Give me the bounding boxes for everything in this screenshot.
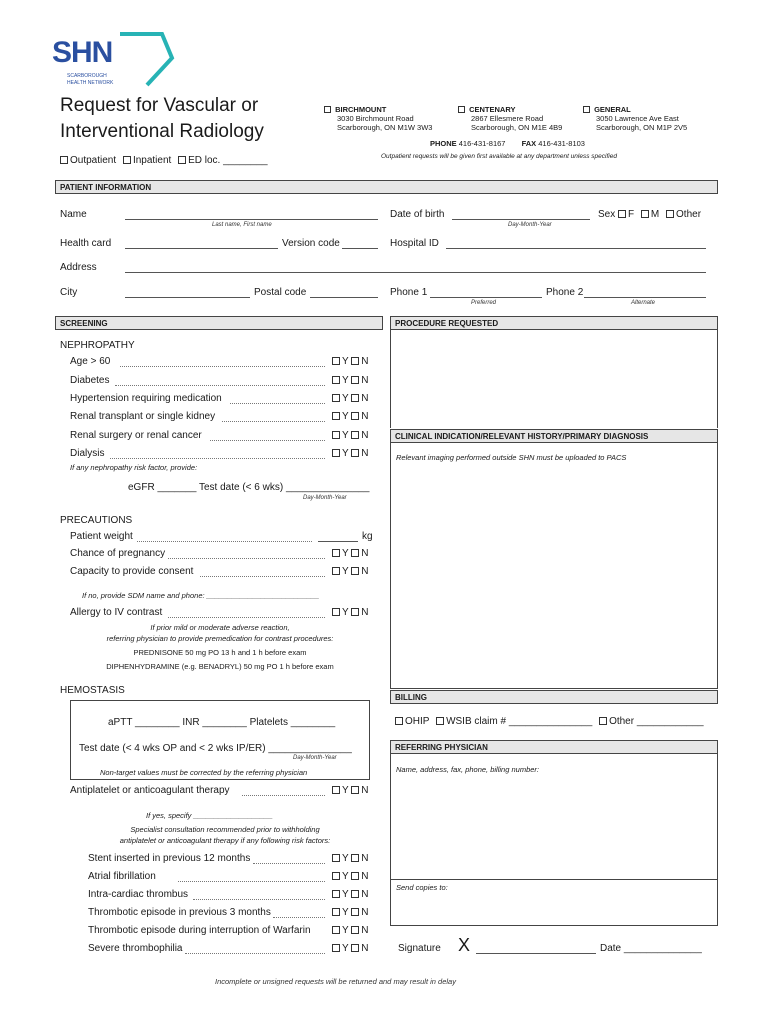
no-label: N <box>361 853 369 864</box>
site-general <box>583 105 687 132</box>
preferred-hint: Preferred <box>471 300 497 306</box>
billing-header: BILLING <box>390 690 718 704</box>
city-label: City <box>60 287 78 298</box>
yes-label: Y <box>342 393 349 404</box>
outpatient-label: Outpatient <box>70 155 117 166</box>
no-checkbox[interactable] <box>351 431 359 439</box>
phone2-label: Phone 2 <box>546 287 584 298</box>
version-code-label: Version code <box>282 238 340 249</box>
no-checkbox[interactable] <box>351 608 359 616</box>
clinical-input[interactable] <box>390 443 718 689</box>
yn-choice[interactable] <box>332 448 369 459</box>
leader-dots <box>185 953 325 954</box>
yn-choice[interactable] <box>332 548 369 559</box>
leader-dots <box>115 385 325 386</box>
site-addr2: Scarborough, ON M1P 2V5 <box>596 123 688 132</box>
no-label: N <box>361 943 369 954</box>
sex-f-checkbox[interactable] <box>618 210 626 218</box>
patient-info-header: PATIENT INFORMATION <box>55 180 718 194</box>
dob-label: Date of birth <box>390 209 445 220</box>
yes-checkbox[interactable] <box>332 412 340 420</box>
dob-hint: Day-Month-Year <box>508 222 552 228</box>
yes-label: Y <box>342 871 349 882</box>
sex-other-label: Other <box>676 209 702 220</box>
risk-afib: Atrial fibrillation <box>88 871 156 882</box>
logo-sub1: SCARBOROUGH <box>67 73 107 79</box>
leader-dots <box>210 440 325 441</box>
clinical-header: CLINICAL INDICATION/RELEVANT HISTORY/PRIMARY DIAGNOSIS <box>390 429 718 443</box>
centenary-checkbox[interactable] <box>458 106 465 113</box>
no-label: N <box>361 375 369 386</box>
title-line2: Interventional Radiology <box>60 121 264 142</box>
yes-checkbox[interactable] <box>332 567 340 575</box>
ohip-label: OHIP <box>405 716 430 727</box>
risk-thrombus: Intra-cardiac thrombus <box>88 889 189 900</box>
site-addr1: 3030 Birchmount Road <box>337 114 414 123</box>
yes-checkbox[interactable] <box>332 854 340 862</box>
neph-renal-surgery: Renal surgery or renal cancer <box>70 430 202 441</box>
no-checkbox[interactable] <box>351 394 359 402</box>
hemostasis-heading: HEMOSTASIS <box>60 685 125 696</box>
neph-age: Age > 60 <box>70 356 111 367</box>
no-label: N <box>361 356 369 367</box>
yes-label: Y <box>342 607 349 618</box>
yn-choice[interactable] <box>332 566 369 577</box>
phone-value: 416-431-8167 <box>458 139 506 148</box>
footer-note: Incomplete or unsigned requests will be returned and may result in delay <box>215 977 456 986</box>
site-name: GENERAL <box>594 105 631 114</box>
phone2-input[interactable] <box>584 297 706 298</box>
sex-label: Sex <box>598 209 616 220</box>
no-checkbox[interactable] <box>351 890 359 898</box>
general-checkbox[interactable] <box>583 106 590 113</box>
no-checkbox[interactable] <box>351 908 359 916</box>
egfr-hint: Day-Month-Year <box>303 495 347 501</box>
signature-label: Signature <box>398 943 441 954</box>
health-card-input[interactable] <box>125 248 278 249</box>
fax-value: 416-431-8103 <box>538 139 585 148</box>
phone-label: PHONE <box>430 139 457 148</box>
wsib-field[interactable]: WSIB claim # _______________ <box>446 716 593 727</box>
allergy-note1: If prior mild or moderate adverse reaction, <box>150 623 290 632</box>
leader-dots <box>168 617 325 618</box>
dob-input[interactable] <box>452 219 590 220</box>
no-checkbox[interactable] <box>351 449 359 457</box>
leader-dots <box>137 541 312 542</box>
sex-m-label: M <box>650 209 660 220</box>
leader-dots <box>120 366 325 367</box>
yn-choice[interactable] <box>332 785 369 796</box>
allergy-note2: referring physician to provide premedication for contrast procedures: <box>106 634 334 643</box>
yes-checkbox[interactable] <box>332 357 340 365</box>
leader-dots <box>242 795 325 796</box>
yes-checkbox[interactable] <box>332 786 340 794</box>
address-input[interactable] <box>125 272 706 273</box>
yn-choice[interactable] <box>332 871 369 882</box>
no-label: N <box>361 907 369 918</box>
yes-label: Y <box>342 566 349 577</box>
no-checkbox[interactable] <box>351 944 359 952</box>
referring-details-label: Name, address, fax, phone, billing number: <box>396 765 539 774</box>
ohip-checkbox[interactable] <box>395 717 403 725</box>
fax-label: FAX <box>521 139 537 148</box>
clinical-note: Relevant imaging performed outside SHN must be uploaded to PACS <box>396 453 627 462</box>
weight-label: Patient weight <box>70 531 133 542</box>
signature-x: X <box>458 935 471 955</box>
prednisone-note: PREDNISONE 50 mg PO 13 h and 1 h before exam <box>133 648 307 657</box>
no-checkbox[interactable] <box>351 926 359 934</box>
if-yes-specify[interactable]: If yes, specify ___________________ <box>146 811 273 820</box>
yes-checkbox[interactable] <box>332 608 340 616</box>
yes-checkbox[interactable] <box>332 890 340 898</box>
wsib-checkbox[interactable] <box>436 717 444 725</box>
yn-choice[interactable] <box>332 356 369 367</box>
hospital-id-label: Hospital ID <box>390 238 439 249</box>
yn-choice[interactable] <box>332 607 369 618</box>
nephropathy-heading: NEPHROPATHY <box>60 340 135 351</box>
sex-field <box>598 209 701 220</box>
screening-header: SCREENING <box>55 316 383 330</box>
kg-label: kg <box>362 531 373 542</box>
yes-label: Y <box>342 943 349 954</box>
ed-checkbox[interactable] <box>178 156 186 164</box>
no-label: N <box>361 925 369 936</box>
yes-label: Y <box>342 785 349 796</box>
referring-header: REFERRING PHYSICIAN <box>390 740 718 754</box>
neph-note: If any nephropathy risk factor, provide: <box>70 463 198 472</box>
no-checkbox[interactable] <box>351 854 359 862</box>
site-centenary <box>458 105 562 132</box>
yes-label: Y <box>342 925 349 936</box>
alternate-hint: Alternate <box>631 300 656 306</box>
yes-checkbox[interactable] <box>332 908 340 916</box>
signature-input[interactable] <box>476 953 596 954</box>
risk-thrombophilia: Severe thrombophilia <box>88 943 183 954</box>
sdm-field[interactable]: If no, provide SDM name and phone: ___________________________ <box>82 591 320 600</box>
procedure-header: PROCEDURE REQUESTED <box>390 316 718 330</box>
logo-text: SHN <box>52 36 113 69</box>
site-addr1: 3050 Lawrence Ave East <box>596 114 679 123</box>
no-label: N <box>361 607 369 618</box>
postal-code-input[interactable] <box>310 297 378 298</box>
yn-choice[interactable] <box>332 853 369 864</box>
date-field[interactable]: Date ______________ <box>600 943 702 954</box>
billing-other-field[interactable]: Other ____________ <box>609 716 704 727</box>
hemo-test-hint: Day-Month-Year <box>293 755 337 761</box>
send-copies-label: Send copies to: <box>396 883 448 892</box>
procedure-input[interactable] <box>390 330 718 428</box>
diphenhydramine-note: DIPHENHYDRAMINE (e.g. BENADRYL) 50 mg PO 1 h before exam <box>106 662 334 671</box>
yn-choice[interactable] <box>332 411 369 422</box>
logo-sub2: HEALTH NETWORK <box>67 80 114 86</box>
phone1-input[interactable] <box>430 297 542 298</box>
leader-dots <box>193 899 325 900</box>
consent-label: Capacity to provide consent <box>70 566 194 577</box>
yes-label: Y <box>342 430 349 441</box>
yn-choice[interactable] <box>332 889 369 900</box>
billing-options <box>395 716 704 727</box>
site-addr2: Scarborough, ON M1E 4B9 <box>471 123 563 132</box>
leader-dots <box>200 576 325 577</box>
sex-other-checkbox[interactable] <box>666 210 674 218</box>
risk-thrombotic-3mo: Thrombotic episode in previous 3 months <box>88 907 271 918</box>
hospital-id-input[interactable] <box>446 248 706 249</box>
billing-other-checkbox[interactable] <box>599 717 607 725</box>
birchmount-checkbox[interactable] <box>324 106 331 113</box>
name-label: Name <box>60 209 87 220</box>
no-checkbox[interactable] <box>351 376 359 384</box>
contact-line <box>430 139 585 148</box>
sex-f-label: F <box>628 209 635 220</box>
leader-dots <box>253 863 325 864</box>
yes-label: Y <box>342 448 349 459</box>
version-code-input[interactable] <box>342 248 378 249</box>
nontarget-note: Non-target values must be corrected by the referring physician <box>100 768 308 777</box>
inpatient-checkbox[interactable] <box>123 156 131 164</box>
sex-m-checkbox[interactable] <box>641 210 649 218</box>
leader-dots <box>230 403 325 404</box>
yes-label: Y <box>342 356 349 367</box>
site-birchmount <box>324 105 432 132</box>
health-card-label: Health card <box>60 238 112 249</box>
leader-dots <box>222 421 325 422</box>
phone1-label: Phone 1 <box>390 287 428 298</box>
neph-hypertension: Hypertension requiring medication <box>70 393 222 404</box>
yes-label: Y <box>342 889 349 900</box>
yes-label: Y <box>342 411 349 422</box>
no-label: N <box>361 871 369 882</box>
antiplatelet-label: Antiplatelet or anticoagulant therapy <box>70 785 230 796</box>
pregnancy-label: Chance of pregnancy <box>70 548 166 559</box>
yes-label: Y <box>342 548 349 559</box>
yn-choice[interactable] <box>332 907 369 918</box>
postal-code-label: Postal code <box>254 287 307 298</box>
no-checkbox[interactable] <box>351 412 359 420</box>
address-label: Address <box>60 262 97 273</box>
yes-label: Y <box>342 853 349 864</box>
aptt-field[interactable]: aPTT ________ INR ________ Platelets ________ <box>108 717 336 728</box>
no-label: N <box>361 889 369 900</box>
yn-choice[interactable] <box>332 943 369 954</box>
yes-checkbox[interactable] <box>332 926 340 934</box>
no-label: N <box>361 785 369 796</box>
no-label: N <box>361 430 369 441</box>
precautions-heading: PRECAUTIONS <box>60 515 133 526</box>
site-name: CENTENARY <box>469 105 516 114</box>
city-input[interactable] <box>125 297 250 298</box>
inpatient-label: Inpatient <box>132 155 172 166</box>
yn-choice[interactable] <box>332 375 369 386</box>
risk-stent: Stent inserted in previous 12 months <box>88 853 251 864</box>
yes-checkbox[interactable] <box>332 376 340 384</box>
leader-dots <box>110 458 325 459</box>
no-label: N <box>361 548 369 559</box>
outpatient-note: Outpatient requests will be given first available at any department unless specified <box>381 153 617 160</box>
ed-label: ED loc. ________ <box>188 155 268 166</box>
site-addr2: Scarborough, ON M1W 3W3 <box>337 123 433 132</box>
neph-dialysis: Dialysis <box>70 448 105 459</box>
specialist-note2: antiplatelet or anticoagulant therapy if any following risk factors: <box>119 836 331 845</box>
shn-logo <box>52 30 182 90</box>
leader-dots <box>178 881 325 882</box>
site-name: BIRCHMOUNT <box>335 105 387 114</box>
yes-checkbox[interactable] <box>332 944 340 952</box>
no-checkbox[interactable] <box>351 549 359 557</box>
patient-type <box>60 155 268 166</box>
no-label: N <box>361 566 369 577</box>
yn-choice[interactable] <box>332 430 369 441</box>
specialist-note1: Specialist consultation recommended prior to withholding <box>130 825 320 834</box>
allergy-label: Allergy to IV contrast <box>70 607 163 618</box>
outpatient-checkbox[interactable] <box>60 156 68 164</box>
risk-warfarin: Thrombotic episode during interruption of Warfarin <box>88 925 311 936</box>
yn-choice[interactable] <box>332 925 369 936</box>
site-addr1: 2867 Ellesmere Road <box>471 114 544 123</box>
egfr-field[interactable]: eGFR _______ Test date (< 6 wks) _______________ <box>128 482 370 493</box>
leader-dots <box>168 558 325 559</box>
weight-input[interactable] <box>318 541 358 542</box>
no-label: N <box>361 411 369 422</box>
neph-renal-transplant: Renal transplant or single kidney <box>70 411 216 422</box>
no-label: N <box>361 393 369 404</box>
yes-label: Y <box>342 375 349 386</box>
no-checkbox[interactable] <box>351 786 359 794</box>
no-checkbox[interactable] <box>351 567 359 575</box>
yes-checkbox[interactable] <box>332 431 340 439</box>
name-input[interactable] <box>125 219 378 220</box>
yes-checkbox[interactable] <box>332 394 340 402</box>
leader-dots <box>273 917 325 918</box>
hemo-test-date[interactable]: Test date (< 4 wks OP and < 2 wks IP/ER) _______________ <box>79 743 352 754</box>
yes-checkbox[interactable] <box>332 449 340 457</box>
neph-diabetes: Diabetes <box>70 375 110 386</box>
title-line1: Request for Vascular or <box>60 95 259 116</box>
no-label: N <box>361 448 369 459</box>
name-hint: Last name, First name <box>212 222 272 228</box>
yes-checkbox[interactable] <box>332 549 340 557</box>
yn-choice[interactable] <box>332 393 369 404</box>
no-checkbox[interactable] <box>351 872 359 880</box>
yes-label: Y <box>342 907 349 918</box>
no-checkbox[interactable] <box>351 357 359 365</box>
yes-checkbox[interactable] <box>332 872 340 880</box>
